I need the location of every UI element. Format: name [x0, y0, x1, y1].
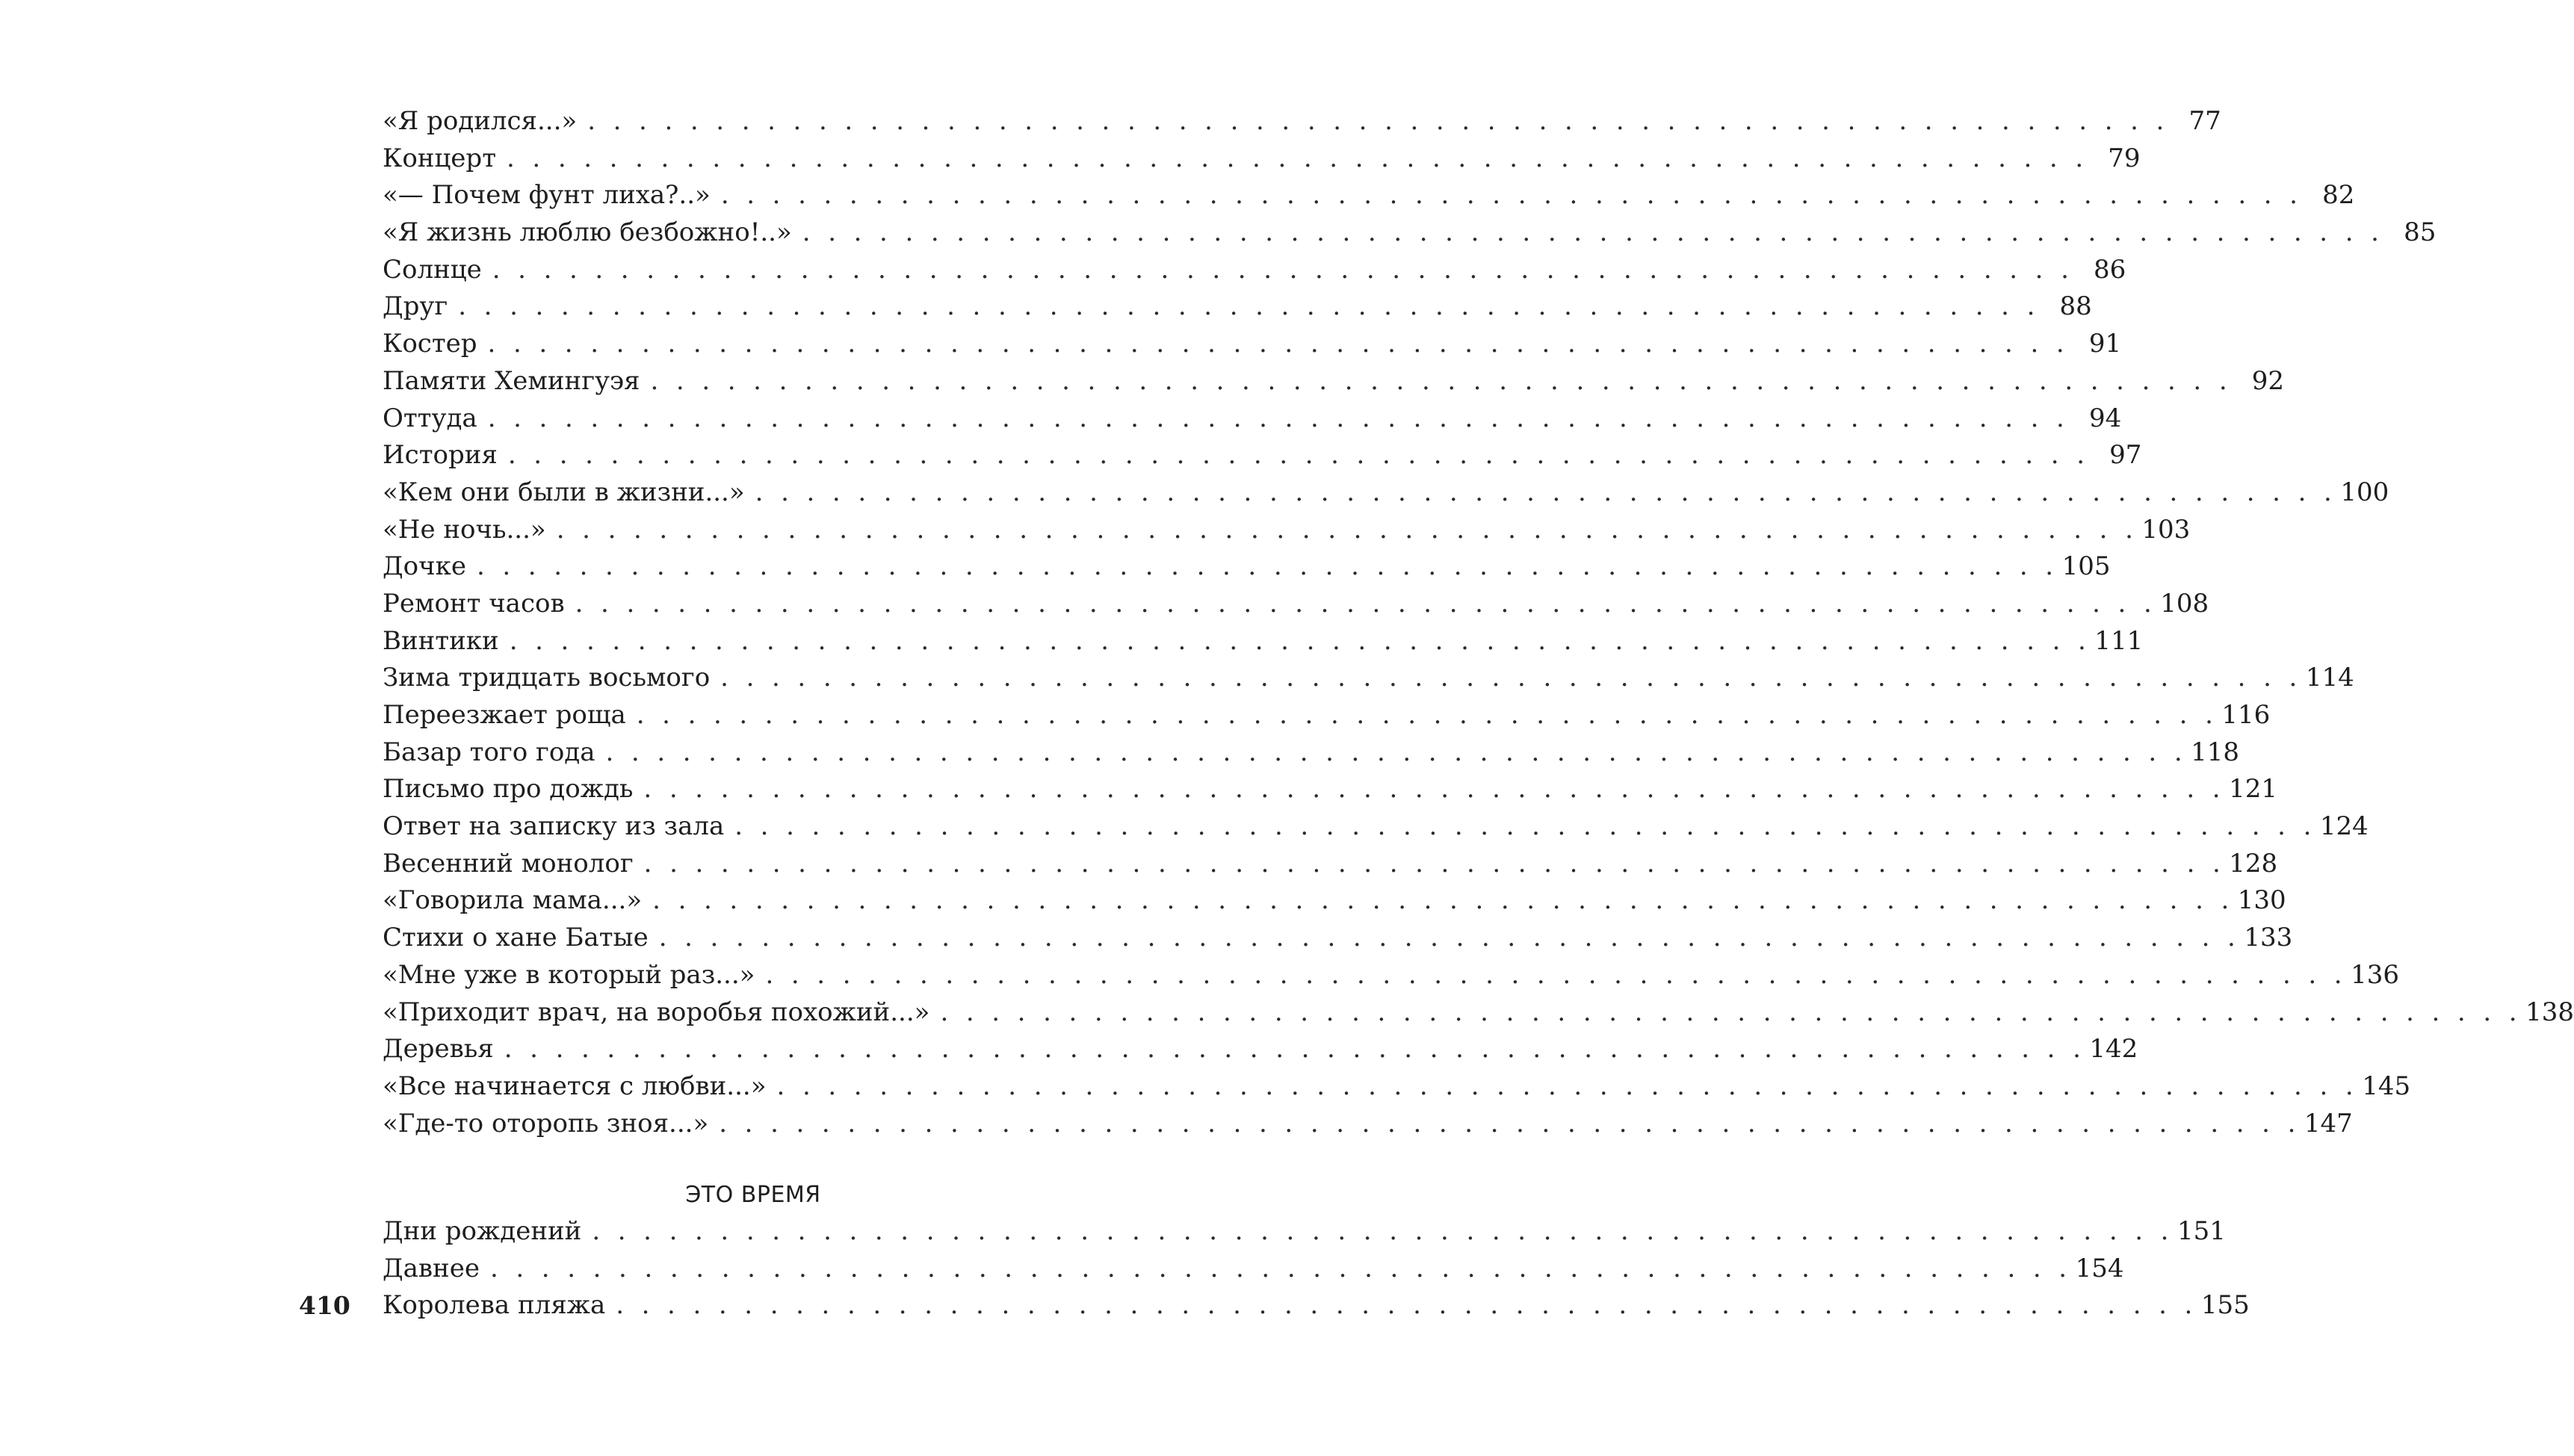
- toc-entry[interactable]: [383, 400, 2122, 438]
- section-contents: [383, 1213, 2250, 1325]
- dot-leader: . . . . . . . . . . . . . . . . . . . . . . . . . . . . . . . . . . . . . . . . . . . . . . . . . . . . . . . . . . . . . .: [504, 1034, 2086, 1065]
- toc-entry[interactable]: [383, 548, 2111, 586]
- toc-entry[interactable]: [383, 623, 2144, 660]
- toc-entry-title: Солнце: [383, 254, 482, 285]
- section-heading: ЭТО ВРЕМЯ: [685, 1182, 821, 1208]
- toc-entry-page: 103: [2141, 514, 2191, 545]
- toc-entry-title: История: [383, 440, 498, 471]
- toc-entry[interactable]: [383, 771, 2277, 808]
- dot-leader: . . . . . . . . . . . . . . . . . . . . . . . . . . . . . . . . . . . . . . . . . . . . . . . . . . . . . . . . . . . . . .: [605, 737, 2188, 767]
- toc-entry[interactable]: [383, 437, 2142, 474]
- toc-entry-page: 151: [2177, 1216, 2226, 1246]
- toc-entry[interactable]: [383, 1251, 2124, 1288]
- toc-entry-title: Оттуда: [383, 403, 477, 433]
- toc-entry-page: 118: [2191, 737, 2240, 767]
- toc-entry-page: 88: [2059, 291, 2092, 322]
- toc-entry-title: Письмо про дождь: [383, 774, 634, 805]
- dot-leader: . . . . . . . . . . . . . . . . . . . . . . . . . . . . . . . . . . . . . . . . . . . . . . . . . . . . . . . . . . . . . .: [509, 625, 2091, 656]
- toc-entry-page: 79: [2108, 143, 2141, 173]
- toc-entry[interactable]: [383, 1287, 2250, 1325]
- toc-entry-title: Дочке: [383, 551, 466, 582]
- toc-entry[interactable]: [383, 734, 2240, 772]
- toc-entry-page: 77: [2188, 106, 2221, 136]
- toc-entry-page: 128: [2229, 848, 2278, 879]
- toc-entry-title: Весенний монолог: [383, 848, 634, 879]
- dot-leader: . . . . . . . . . . . . . . . . . . . . . . . . . . . . . . . . . . . . . . . . . . . . . . . . . . . . . . . . . . . . . .: [776, 1071, 2359, 1101]
- toc-entry[interactable]: [383, 586, 2209, 623]
- dot-leader: . . . . . . . . . . . . . . . . . . . . . . . . . . . . . . . . . . . . . . . . . . . . . . . . . . . . . . . . . . . . . .: [650, 365, 2233, 396]
- dot-leader: . . . . . . . . . . . . . . . . . . . . . . . . . . . . . . . . . . . . . . . . . . . . . . . . . . . . . . . . . . . . . .: [652, 885, 2234, 916]
- toc-entry[interactable]: [383, 214, 2437, 252]
- toc-entry[interactable]: [383, 177, 2355, 214]
- toc-entry-title: «Мне уже в который раз...»: [383, 959, 755, 990]
- toc-entry[interactable]: [383, 363, 2285, 400]
- toc-entry-page: 91: [2088, 329, 2122, 359]
- dot-leader: . . . . . . . . . . . . . . . . . . . . . . . . . . . . . . . . . . . . . . . . . . . . . . . . . . . . . . . . . . . . . .: [489, 1253, 2072, 1283]
- dot-leader: . . . . . . . . . . . . . . . . . . . . . . . . . . . . . . . . . . . . . . . . . . . . . . . . . . . . . . . . . . . . . .: [556, 514, 2138, 545]
- toc-entry[interactable]: [383, 103, 2221, 140]
- toc-entry-page: 114: [2305, 663, 2354, 693]
- toc-entry-title: Ремонт часов: [383, 588, 565, 619]
- toc-entry[interactable]: [383, 1213, 2226, 1251]
- toc-entry[interactable]: [383, 1068, 2411, 1106]
- toc-entry-title: «Говорила мама...»: [383, 885, 643, 916]
- table-of-contents: [383, 103, 2574, 1142]
- toc-entry-title: «Я жизнь люблю безбожно!..»: [383, 217, 792, 248]
- toc-entry-page: 142: [2089, 1034, 2138, 1065]
- toc-entry-page: 105: [2061, 551, 2111, 582]
- toc-entry-page: 94: [2088, 403, 2122, 433]
- toc-entry-page: 85: [2404, 217, 2437, 248]
- toc-entry-title: Друг: [383, 291, 448, 322]
- dot-leader: . . . . . . . . . . . . . . . . . . . . . . . . . . . . . . . . . . . . . . . . . . . . . . . . . . . . . . . . . . . . . .: [575, 588, 2157, 619]
- dot-leader: . . . . . . . . . . . . . . . . . . . . . . . . . . . . . . . . . . . . . . . . . . . . . . . . . . . . . . . . . . . . . .: [616, 1290, 2197, 1321]
- toc-entry-page: 111: [2094, 625, 2144, 656]
- dot-leader: . . . . . . . . . . . . . . . . . . . . . . . . . . . . . . . . . . . . . . . . . . . . . . . . . . . . . . . . . . . . . .: [720, 663, 2302, 693]
- toc-entry-title: Королева пляжа: [383, 1290, 606, 1321]
- toc-entry-title: Давнее: [383, 1253, 480, 1283]
- toc-entry-page: 138: [2525, 997, 2574, 1027]
- toc-entry-page: 147: [2304, 1108, 2353, 1139]
- dot-leader: . . . . . . . . . . . . . . . . . . . . . . . . . . . . . . . . . . . . . . . . . . . . . . . . . . . . . . . . . . . . . .: [643, 774, 2225, 805]
- dot-leader: . . . . . . . . . . . . . . . . . . . . . . . . . . . . . . . . . . . . . . . . . . . . . . . . . . . . . . . . . . . . . .: [458, 291, 2040, 322]
- toc-entry-title: «Приходит врач, на воробья похожий...»: [383, 997, 930, 1027]
- toc-entry-page: 116: [2221, 700, 2271, 730]
- dot-leader: . . . . . . . . . . . . . . . . . . . . . . . . . . . . . . . . . . . . . . . . . . . . . . . . . . . . . . . . . . . . . .: [507, 143, 2088, 173]
- toc-entry-title: Концерт: [383, 143, 497, 173]
- toc-entry[interactable]: [383, 288, 2092, 326]
- toc-entry[interactable]: [383, 140, 2141, 178]
- toc-entry-title: «Кем они были в жизни...»: [383, 477, 745, 507]
- toc-entry[interactable]: [383, 846, 2278, 883]
- toc-entry-page: 133: [2244, 923, 2293, 953]
- toc-entry[interactable]: [383, 957, 2400, 994]
- toc-entry-title: Винтики: [383, 625, 499, 656]
- toc-entry-title: Ответ на записку из зала: [383, 811, 725, 842]
- dot-leader: . . . . . . . . . . . . . . . . . . . . . . . . . . . . . . . . . . . . . . . . . . . . . . . . . . . . . . . . . . . . . .: [765, 959, 2348, 990]
- toc-entry[interactable]: [383, 697, 2271, 734]
- dot-leader: . . . . . . . . . . . . . . . . . . . . . . . . . . . . . . . . . . . . . . . . . . . . . . . . . . . . . . . . . . . . . .: [587, 106, 2169, 136]
- dot-leader: . . . . . . . . . . . . . . . . . . . . . . . . . . . . . . . . . . . . . . . . . . . . . . . . . . . . . . . . . . . . . .: [636, 700, 2218, 730]
- toc-entry-page: 82: [2322, 180, 2355, 211]
- dot-leader: . . . . . . . . . . . . . . . . . . . . . . . . . . . . . . . . . . . . . . . . . . . . . . . . . . . . . . . . . . . . . .: [940, 997, 2522, 1027]
- toc-entry-page: 121: [2229, 774, 2277, 805]
- toc-entry-page: 97: [2109, 440, 2142, 471]
- toc-entry-title: Костер: [383, 329, 477, 359]
- toc-entry[interactable]: [383, 882, 2286, 920]
- dot-leader: . . . . . . . . . . . . . . . . . . . . . . . . . . . . . . . . . . . . . . . . . . . . . . . . . . . . . . . . . . . . . .: [755, 477, 2337, 507]
- toc-entry[interactable]: [383, 474, 2389, 512]
- dot-leader: . . . . . . . . . . . . . . . . . . . . . . . . . . . . . . . . . . . . . . . . . . . . . . . . . . . . . . . . . . . . . .: [507, 440, 2090, 471]
- toc-entry-page: 130: [2237, 885, 2286, 916]
- toc-entry-title: Памяти Хемингуэя: [383, 365, 640, 396]
- toc-entry[interactable]: [383, 252, 2126, 289]
- toc-entry-page: 155: [2200, 1290, 2250, 1321]
- dot-leader: . . . . . . . . . . . . . . . . . . . . . . . . . . . . . . . . . . . . . . . . . . . . . . . . . . . . . . . . . . . . . .: [734, 811, 2316, 842]
- toc-entry-page: 86: [2094, 254, 2126, 285]
- dot-leader: . . . . . . . . . . . . . . . . . . . . . . . . . . . . . . . . . . . . . . . . . . . . . . . . . . . . . . . . . . . . . .: [719, 1108, 2301, 1139]
- toc-entry-page: 124: [2319, 811, 2369, 842]
- dot-leader: . . . . . . . . . . . . . . . . . . . . . . . . . . . . . . . . . . . . . . . . . . . . . . . . . . . . . . . . . . . . . .: [802, 217, 2384, 248]
- toc-entry-title: «Не ночь...»: [383, 514, 546, 545]
- toc-entry-title: Переезжает роща: [383, 700, 626, 730]
- toc-entry[interactable]: [383, 660, 2354, 697]
- toc-entry-title: Базар того года: [383, 737, 595, 767]
- toc-entry-title: Зима тридцать восьмого: [383, 663, 711, 693]
- toc-entry[interactable]: [383, 920, 2293, 957]
- toc-entry-title: «Где-то оторопь зноя...»: [383, 1108, 709, 1139]
- toc-entry-title: Дни рождений: [383, 1216, 582, 1246]
- toc-entry[interactable]: [383, 512, 2191, 549]
- dot-leader: . . . . . . . . . . . . . . . . . . . . . . . . . . . . . . . . . . . . . . . . . . . . . . . . . . . . . . . . . . . . . .: [476, 551, 2058, 582]
- dot-leader: . . . . . . . . . . . . . . . . . . . . . . . . . . . . . . . . . . . . . . . . . . . . . . . . . . . . . . . . . . . . . .: [592, 1216, 2174, 1246]
- toc-entry-title: «— Почем фунт лиха?..»: [383, 180, 711, 211]
- toc-entry-title: «Все начинается с любви...»: [383, 1071, 767, 1101]
- toc-entry[interactable]: [383, 994, 2574, 1032]
- toc-entry[interactable]: [383, 1106, 2353, 1143]
- toc-entry[interactable]: [383, 326, 2122, 363]
- dot-leader: . . . . . . . . . . . . . . . . . . . . . . . . . . . . . . . . . . . . . . . . . . . . . . . . . . . . . . . . . . . . . .: [487, 403, 2070, 433]
- dot-leader: . . . . . . . . . . . . . . . . . . . . . . . . . . . . . . . . . . . . . . . . . . . . . . . . . . . . . . . . . . . . . .: [643, 848, 2226, 879]
- toc-entry-page: 145: [2362, 1071, 2411, 1101]
- dot-leader: . . . . . . . . . . . . . . . . . . . . . . . . . . . . . . . . . . . . . . . . . . . . . . . . . . . . . . . . . . . . . .: [487, 329, 2070, 359]
- toc-entry-page: 154: [2075, 1253, 2124, 1283]
- toc-entry-page: 92: [2251, 365, 2285, 396]
- toc-entry-page: 108: [2160, 588, 2209, 619]
- dot-leader: . . . . . . . . . . . . . . . . . . . . . . . . . . . . . . . . . . . . . . . . . . . . . . . . . . . . . . . . . . . . . .: [720, 180, 2303, 211]
- dot-leader: . . . . . . . . . . . . . . . . . . . . . . . . . . . . . . . . . . . . . . . . . . . . . . . . . . . . . . . . . . . . . .: [492, 254, 2074, 285]
- page-number: 410: [299, 1291, 350, 1320]
- toc-entry[interactable]: [383, 808, 2369, 846]
- toc-entry[interactable]: [383, 1031, 2138, 1068]
- toc-entry-page: 100: [2340, 477, 2389, 507]
- toc-entry-title: «Я родился...»: [383, 106, 578, 136]
- dot-leader: . . . . . . . . . . . . . . . . . . . . . . . . . . . . . . . . . . . . . . . . . . . . . . . . . . . . . . . . . . . . . .: [658, 923, 2241, 953]
- toc-entry-title: Стихи о хане Батые: [383, 923, 649, 953]
- toc-entry-title: Деревья: [383, 1034, 494, 1065]
- toc-entry-page: 136: [2351, 959, 2400, 990]
